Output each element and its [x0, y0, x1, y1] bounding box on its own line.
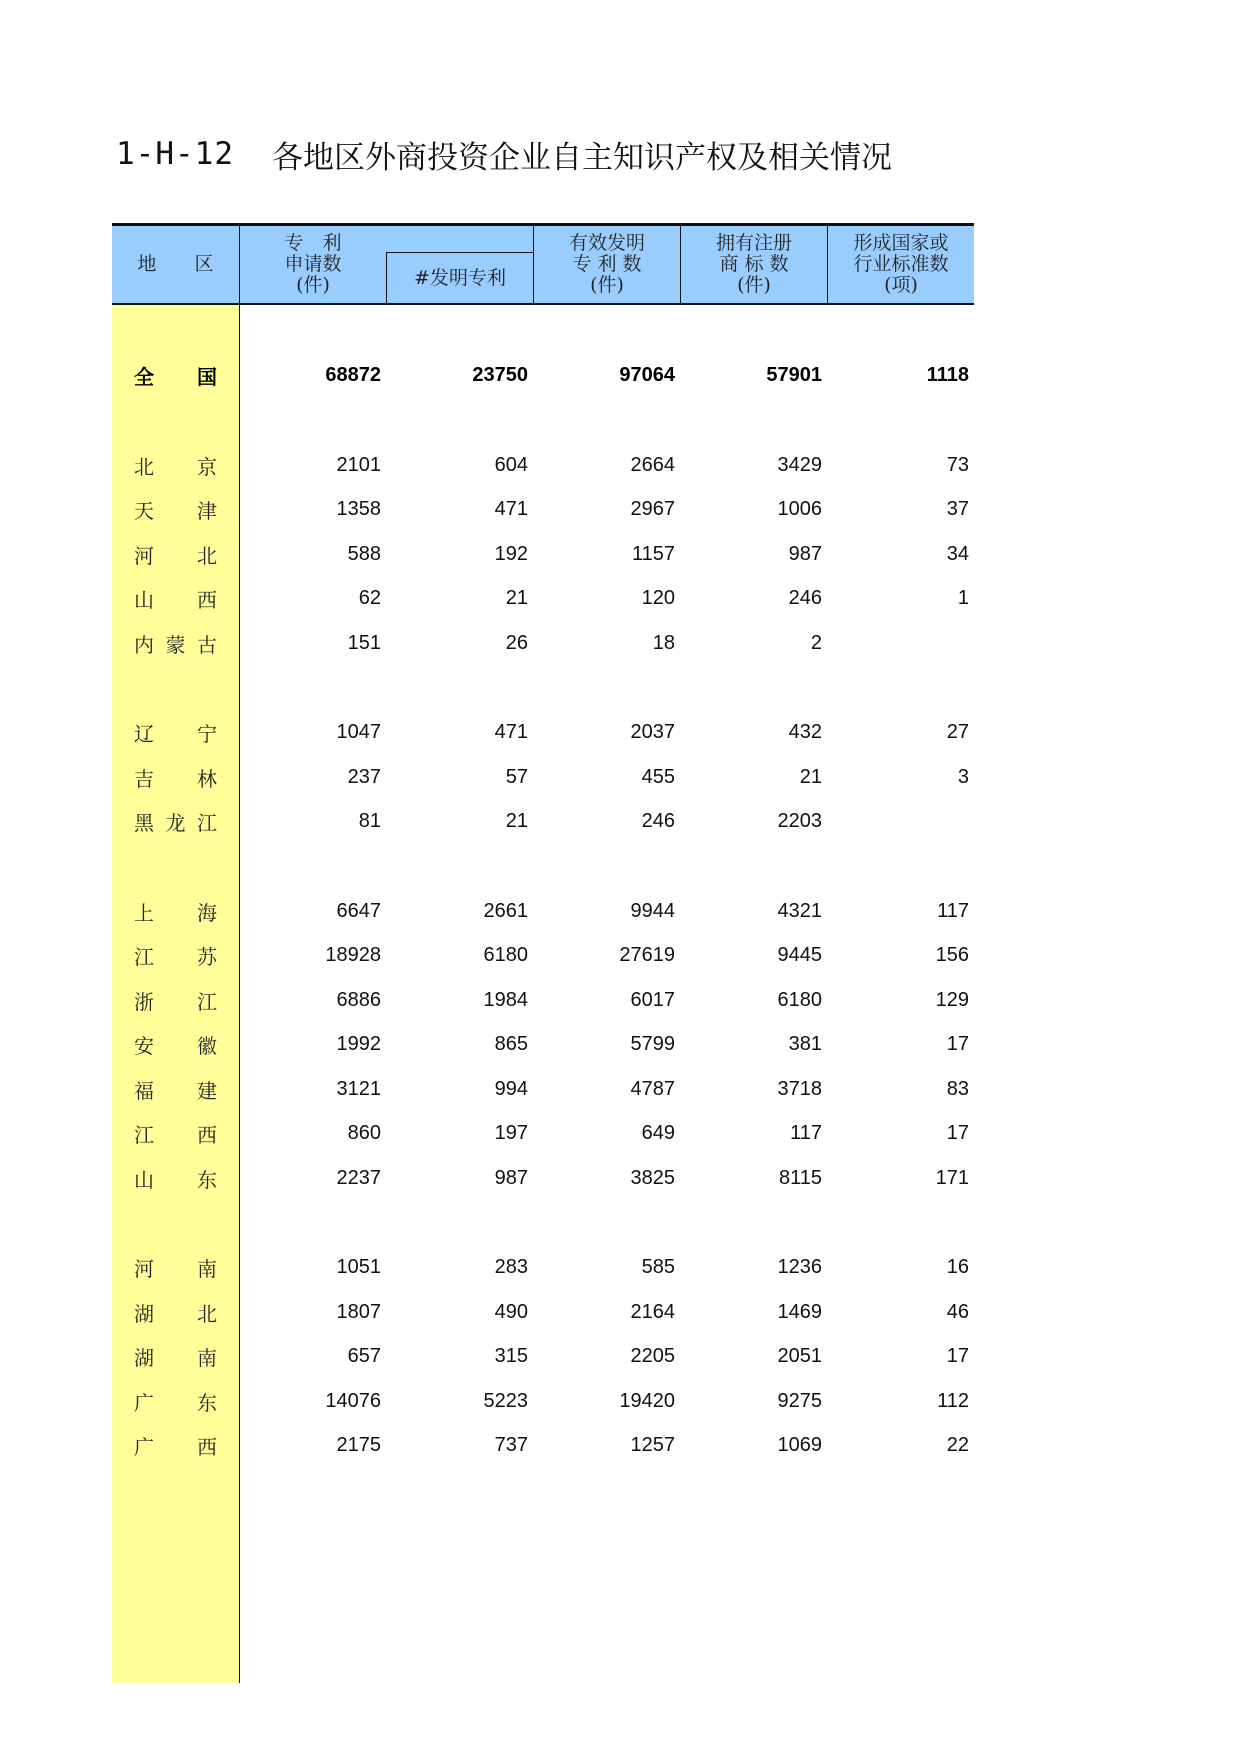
region-char: 京	[197, 454, 217, 479]
region-name	[112, 1030, 239, 1059]
value-cell: 16	[946, 1255, 969, 1278]
value-cell: 97064	[619, 363, 675, 386]
header-divider	[827, 226, 828, 303]
header-invention-patent	[387, 253, 533, 303]
table-row	[112, 1113, 974, 1153]
value-cell: 57901	[766, 363, 822, 386]
value-cell: 455	[641, 765, 675, 788]
region-name	[112, 361, 239, 390]
value-cell: 19420	[619, 1389, 675, 1412]
value-cell: 6180	[777, 988, 822, 1011]
header-trademark-line1: 拥有注册	[715, 232, 792, 254]
table-row	[112, 578, 974, 618]
value-cell: 490	[494, 1300, 528, 1323]
value-cell: 246	[641, 809, 675, 832]
value-cell: 865	[494, 1032, 528, 1055]
value-cell: 860	[347, 1121, 381, 1144]
value-cell: 3	[957, 765, 969, 788]
table-row	[112, 980, 974, 1020]
header-valid-invention-line3: (件)	[590, 274, 624, 296]
value-cell: 17	[946, 1032, 969, 1055]
region-name	[112, 986, 239, 1015]
value-cell: 1358	[336, 497, 381, 520]
region-char: 苏	[197, 944, 217, 969]
value-cell: 1257	[630, 1433, 675, 1456]
page-title	[116, 124, 892, 184]
region-char: 西	[197, 1434, 217, 1459]
value-cell: 3825	[630, 1166, 675, 1189]
value-cell: 1069	[777, 1433, 822, 1456]
table-row	[112, 1336, 974, 1376]
region-name	[112, 1164, 239, 1193]
value-cell: 46	[946, 1300, 969, 1323]
region-char: 山	[134, 1167, 154, 1192]
region-char: 内	[134, 632, 154, 657]
value-cell: 1807	[336, 1300, 381, 1323]
value-cell: 62	[358, 586, 381, 609]
table-title: 各地区外商投资企业自主知识产权及相关情况	[271, 139, 892, 176]
table-row	[112, 1247, 974, 1287]
table-row	[112, 1425, 974, 1465]
value-cell: 68872	[325, 363, 381, 386]
value-cell: 6180	[483, 943, 528, 966]
value-cell: 471	[494, 720, 528, 743]
region-char: 海	[197, 900, 217, 925]
region-name	[112, 1075, 239, 1104]
value-cell: 27	[946, 720, 969, 743]
region-char: 江	[197, 810, 217, 835]
value-cell: 27619	[619, 943, 675, 966]
value-cell: 1984	[483, 988, 528, 1011]
value-cell: 9944	[630, 899, 675, 922]
region-char: 上	[134, 900, 154, 925]
table-row	[112, 445, 974, 485]
region-char: 北	[197, 1301, 217, 1326]
header-divider	[239, 226, 240, 303]
region-name	[112, 540, 239, 569]
region-char: 国	[197, 364, 217, 389]
value-cell: 2037	[630, 720, 675, 743]
value-cell: 588	[347, 542, 381, 565]
table-row	[112, 355, 974, 395]
region-char: 福	[134, 1078, 154, 1103]
value-cell: 81	[358, 809, 381, 832]
region-char: 全	[134, 364, 154, 389]
region-name	[112, 763, 239, 792]
table-row	[112, 757, 974, 797]
value-cell: 21	[505, 586, 528, 609]
value-cell: 4787	[630, 1077, 675, 1100]
region-char: 津	[197, 498, 217, 523]
region-name	[112, 718, 239, 747]
value-cell: 987	[494, 1166, 528, 1189]
value-cell: 2	[810, 631, 822, 654]
table-row	[112, 801, 974, 841]
region-name	[112, 941, 239, 970]
value-cell: 6886	[336, 988, 381, 1011]
value-cell: 1992	[336, 1032, 381, 1055]
region-char: 山	[134, 587, 154, 612]
value-cell: 57	[505, 765, 528, 788]
value-cell: 192	[494, 542, 528, 565]
region-char: 林	[197, 766, 217, 791]
value-cell: 381	[788, 1032, 822, 1055]
region-char: 辽	[134, 721, 154, 746]
region-char: 蒙	[165, 632, 186, 657]
value-cell: 5223	[483, 1389, 528, 1412]
value-cell: 151	[347, 631, 381, 654]
value-cell: 987	[788, 542, 822, 565]
region-char: 湖	[134, 1301, 154, 1326]
value-cell: 994	[494, 1077, 528, 1100]
value-cell: 246	[788, 586, 822, 609]
region-char: 北	[197, 543, 217, 568]
value-cell: 283	[494, 1255, 528, 1278]
table-row	[112, 891, 974, 931]
region-name	[112, 897, 239, 926]
value-cell: 737	[494, 1433, 528, 1456]
region-char: 安	[134, 1033, 154, 1058]
header-trademark	[681, 226, 827, 303]
value-cell: 1006	[777, 497, 822, 520]
value-cell: 1236	[777, 1255, 822, 1278]
region-char: 西	[197, 587, 217, 612]
header-invention-patent-label: #发明专利	[414, 266, 506, 289]
value-cell: 22	[946, 1433, 969, 1456]
value-cell: 2164	[630, 1300, 675, 1323]
table-row	[112, 1069, 974, 1109]
value-cell: 1118	[926, 363, 969, 386]
region-char: 江	[134, 1122, 154, 1147]
value-cell: 83	[946, 1077, 969, 1100]
header-patent-apply-line1: 专 利	[284, 232, 342, 254]
region-name	[112, 584, 239, 613]
region-char: 南	[197, 1345, 217, 1370]
value-cell: 197	[494, 1121, 528, 1144]
header-patent-apply-line2: 申请数	[284, 253, 342, 275]
header-divider	[533, 226, 534, 303]
region-name	[112, 1342, 239, 1371]
region-name	[112, 1298, 239, 1327]
region-char: 河	[134, 543, 154, 568]
table-row	[112, 1381, 974, 1421]
header-standards-line1: 形成国家或	[853, 232, 949, 254]
value-cell: 1469	[777, 1300, 822, 1323]
region-char: 浙	[134, 989, 154, 1014]
value-cell: 6647	[336, 899, 381, 922]
region-char: 河	[134, 1256, 154, 1281]
region-char: 宁	[197, 721, 217, 746]
value-cell: 9445	[777, 943, 822, 966]
value-cell: 171	[935, 1166, 969, 1189]
region-name	[112, 1253, 239, 1282]
header-standards	[828, 226, 974, 303]
region-name	[112, 1119, 239, 1148]
value-cell: 117	[790, 1121, 822, 1144]
region-name	[112, 1431, 239, 1460]
value-cell: 2664	[630, 453, 675, 476]
value-cell: 657	[347, 1344, 381, 1367]
value-cell: 117	[937, 899, 969, 922]
region-char: 黑	[134, 810, 154, 835]
value-cell: 237	[347, 765, 381, 788]
value-cell: 5799	[630, 1032, 675, 1055]
value-cell: 18	[652, 631, 675, 654]
value-cell: 432	[788, 720, 822, 743]
value-cell: 17	[946, 1121, 969, 1144]
value-cell: 585	[641, 1255, 675, 1278]
value-cell: 3121	[336, 1077, 381, 1100]
value-cell: 3718	[777, 1077, 822, 1100]
value-cell: 17	[946, 1344, 969, 1367]
value-cell: 6017	[630, 988, 675, 1011]
value-cell: 2203	[777, 809, 822, 832]
value-cell: 471	[494, 497, 528, 520]
region-char: 北	[134, 454, 154, 479]
value-cell: 9275	[777, 1389, 822, 1412]
value-cell: 37	[946, 497, 969, 520]
value-cell: 2237	[336, 1166, 381, 1189]
region-char: 湖	[134, 1345, 154, 1370]
region-char: 江	[197, 989, 217, 1014]
region-name	[112, 495, 239, 524]
value-cell: 8115	[778, 1166, 822, 1189]
value-cell: 1157	[631, 542, 675, 565]
region-char: 古	[197, 632, 217, 657]
value-cell: 2051	[777, 1344, 822, 1367]
table-row	[112, 1024, 974, 1064]
table-header	[112, 226, 974, 305]
value-cell: 315	[494, 1344, 528, 1367]
header-divider	[386, 253, 387, 303]
value-cell: 34	[946, 542, 969, 565]
value-cell: 23750	[472, 363, 528, 386]
value-cell: 2661	[483, 899, 528, 922]
header-patent-apply-line3: (件)	[296, 274, 330, 296]
value-cell: 2101	[336, 453, 381, 476]
value-cell: 1051	[336, 1255, 381, 1278]
header-standards-line2: 行业标准数	[853, 253, 949, 275]
region-char: 东	[197, 1167, 217, 1192]
table-row	[112, 623, 974, 663]
value-cell: 1047	[336, 720, 381, 743]
table-code: 1-H-12	[116, 136, 234, 172]
value-cell: 26	[505, 631, 528, 654]
region-char: 江	[134, 944, 154, 969]
header-patent-apply	[240, 226, 386, 303]
table-row	[112, 534, 974, 574]
region-char: 建	[197, 1078, 217, 1103]
value-cell: 129	[935, 988, 969, 1011]
table-row	[112, 935, 974, 975]
value-cell: 21	[799, 765, 822, 788]
header-valid-invention	[534, 226, 680, 303]
region-char: 广	[134, 1390, 154, 1415]
header-divider	[680, 226, 681, 303]
region-char: 西	[197, 1122, 217, 1147]
value-cell: 73	[946, 453, 969, 476]
region-name	[112, 1387, 239, 1416]
header-valid-invention-line2: 专 利 数	[572, 253, 642, 275]
region-name	[112, 807, 239, 836]
region-char: 南	[197, 1256, 217, 1281]
header-valid-invention-line1: 有效发明	[568, 232, 645, 254]
value-cell: 649	[641, 1121, 675, 1144]
region-char: 天	[134, 498, 154, 523]
region-char: 吉	[134, 766, 154, 791]
value-cell: 156	[935, 943, 969, 966]
region-char: 徽	[197, 1033, 217, 1058]
table-row	[112, 489, 974, 529]
header-subdivider	[386, 252, 534, 253]
value-cell: 21	[505, 809, 528, 832]
value-cell: 2175	[336, 1433, 381, 1456]
table-row	[112, 712, 974, 752]
value-cell: 3429	[777, 453, 822, 476]
region-char: 广	[134, 1434, 154, 1459]
value-cell: 2205	[630, 1344, 675, 1367]
value-cell: 112	[937, 1389, 969, 1412]
table-row	[112, 1292, 974, 1332]
header-trademark-line2: 商 标 数	[719, 253, 789, 275]
value-cell: 2967	[630, 497, 675, 520]
value-cell: 14076	[325, 1389, 381, 1412]
header-trademark-line3: (件)	[737, 274, 771, 296]
region-char: 东	[197, 1390, 217, 1415]
header-standards-line3: (项)	[884, 274, 918, 296]
value-cell: 604	[494, 453, 528, 476]
header-region-label: 地 区	[137, 253, 214, 275]
value-cell: 1	[957, 586, 969, 609]
header-region	[112, 226, 239, 303]
value-cell: 120	[641, 586, 675, 609]
region-name	[112, 629, 239, 658]
table-row	[112, 1158, 974, 1198]
region-name	[112, 451, 239, 480]
value-cell: 18928	[325, 943, 381, 966]
value-cell: 4321	[777, 899, 822, 922]
region-char: 龙	[165, 810, 186, 835]
